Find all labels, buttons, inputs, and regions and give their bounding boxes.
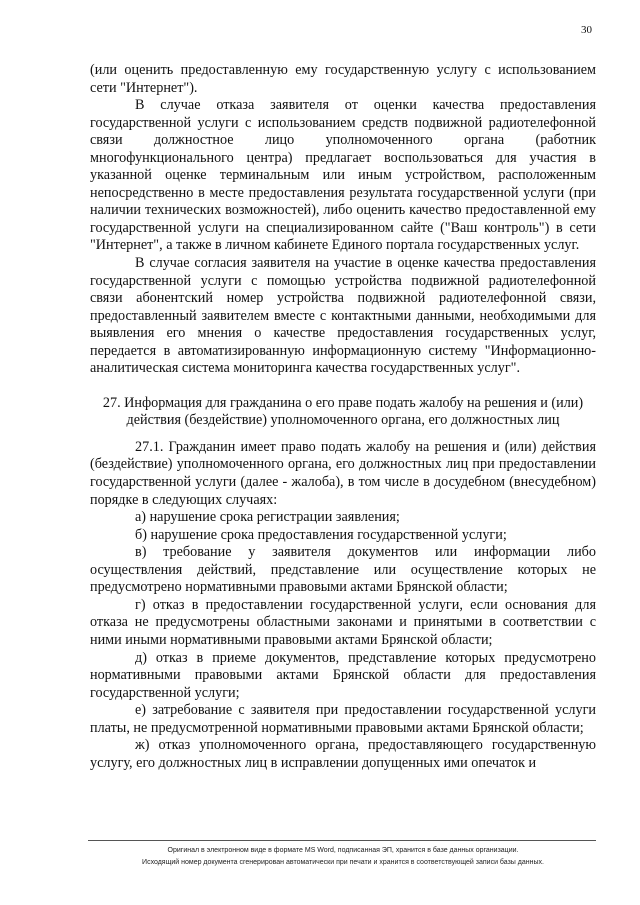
list-item-d: д) отказ в приеме документов, представление которых предусмотрено нормативными правовыми актами Брянской области для предоставления государственной услуги;: [90, 649, 596, 701]
paragraph-refusal-of-rating: В случае отказа заявителя от оценки качества предоставления государственной услуги с использованием средств подвижной радиотелефонной связи должностное лицо уполномоченного органа (работник многофункционального центра) предлагает воспользоваться для участия в указанной оценке терминальным или иным устройством, расположенным непосредственно в месте предоставления результата государственной услуги (при наличии технических возможностей), либо оценить качество предоставленной ему государственной услуги на специализированном сайте ("Ваш контроль") в сети "Интернет", а также в личном кабинете Единого портала государственных услуг.: [90, 97, 596, 254]
list-item-v: в) требование у заявителя документов или информации либо осуществления действий, представление или осуществление которых не предусмотрено нормативными правовыми актами Брянской области;: [90, 544, 596, 596]
footer-note: [90, 845, 596, 869]
footer-line-outgoing-number: Исходящий номер документа сгенерирован автоматически при печати и хранится в соответствующей записи базы данных.: [142, 859, 544, 866]
list-item-b: б) нарушение срока предоставления государственной услуги;: [135, 526, 507, 543]
paragraph-continuation: (или оценить предоставленную ему государственную услугу с использованием сети "Интернет").: [90, 62, 596, 96]
section-heading: 27. Информация для гражданина о его праве подать жалобу на решения и (или) действия (бездействие) уполномоченного органа, его должностных лиц: [102, 394, 584, 429]
footer-line-original: Оригинал в электронном виде в формате MS Word, подписанная ЭП, хранится в базе данных организации.: [167, 847, 519, 854]
list-item-e: е) затребование с заявителя при предоставлении государственной услуги платы, не предусмотренной нормативными правовыми актами Брянской области;: [90, 702, 596, 736]
page-number: 30: [581, 24, 592, 36]
paragraph-27-1: 27.1. Гражданин имеет право подать жалобу на решения и (или) действия (бездействие) уполномоченного органа, его должностных лиц при предоставлении государственной услуги (далее - жалоба), в том числе в досудебном (внесудебном) порядке в следующих случаях:: [90, 438, 596, 508]
document-body: [90, 62, 596, 772]
list-item-a: а) нарушение срока регистрации заявления;: [135, 509, 400, 526]
list-item-zh: ж) отказ уполномоченного органа, предоставляющего государственную услугу, его должностных лиц в исправлении допущенных ими опечаток и: [90, 737, 596, 771]
footer-divider: [88, 840, 596, 841]
list-item-g: г) отказ в предоставлении государственной услуги, если основания для отказа не предусмотрены областными законами и принятыми в соответствии с ними иными нормативными правовыми актами Брянской области;: [90, 596, 596, 648]
paragraph-consent-to-rating: В случае согласия заявителя на участие в оценке качества предоставления государственной услуги с помощью устройства подвижной радиотелефонной связи абонентский номер устройства подвижной радиотелефонной связи, предоставленный заявителем вместе с контактными данными, необходимыми для выявления его мнения о качестве предоставления государственных услуг, передается в автоматизированную информационную систему "Информационно-аналитическая система мониторинга качества государственных услуг".: [90, 255, 596, 377]
